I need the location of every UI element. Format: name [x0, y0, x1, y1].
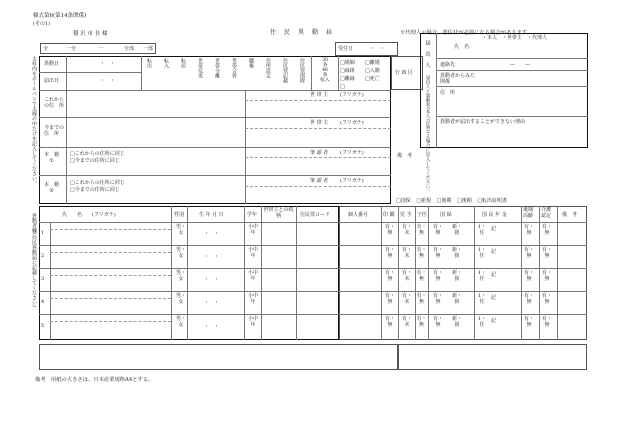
- mark-label-2: 筆 頭 者: [310, 178, 329, 184]
- row-jite[interactable]: 有・未: [401, 293, 412, 305]
- row-kaigo[interactable]: 有・無: [541, 247, 552, 259]
- row-kokuho[interactable]: 有・無: [432, 270, 443, 282]
- row-koi[interactable]: 有・無: [416, 316, 427, 328]
- row-number: 1: [41, 230, 45, 236]
- row-sex[interactable]: 男・女: [175, 247, 186, 259]
- table-row[interactable]: [39, 222, 587, 245]
- row-nenkin[interactable]: 1・任: [477, 224, 487, 236]
- row-number: 4: [41, 299, 45, 305]
- notifier-reason-label: 異動者が届出することができない理由: [440, 119, 526, 125]
- row-number: 2: [41, 253, 45, 259]
- kind-label-5: 一部: [143, 46, 154, 52]
- move-date-label: 異動日: [44, 61, 60, 67]
- person-table-side-note: 異動者欄(住民異動届に記載してください): [31, 213, 37, 307]
- head-label-new: 世 帯 主: [310, 92, 329, 98]
- col-header-dob: 生 年 月 日: [199, 212, 224, 218]
- row-kokuho-type[interactable]: 新・扱: [451, 224, 462, 236]
- notify-date-value[interactable]: ・ ・: [100, 78, 116, 84]
- change-type-tenkyo[interactable]: 転居: [180, 58, 186, 68]
- check-konin[interactable]: □婚姻: [340, 60, 355, 66]
- row-grade[interactable]: 小中年: [247, 247, 258, 259]
- row-sex[interactable]: 男・女: [175, 316, 186, 328]
- old-address-label: 今までの住 所: [44, 125, 65, 137]
- row-nenkin-ki: 記: [491, 249, 497, 255]
- bottom-memo-box-right[interactable]: [398, 344, 587, 370]
- row-koi[interactable]: 有・無: [416, 270, 427, 282]
- row-grade[interactable]: 小中年: [247, 270, 258, 282]
- furigana-new: (フリガナ): [340, 92, 364, 98]
- checkbox-koki-2[interactable]: □後期: [456, 198, 472, 204]
- bottom-checkbox-row[interactable]: [396, 197, 507, 204]
- change-type-shokken[interactable]: 職権: [248, 58, 254, 68]
- change-type-tenshutsu[interactable]: 転出: [146, 58, 152, 68]
- row-koki[interactable]: 有・無: [523, 270, 534, 282]
- form-title: 住 民 異 動 届: [270, 29, 334, 36]
- honseki2-opt-old[interactable]: □今までの住所に同じ: [70, 187, 120, 193]
- col-header-kaigo: 介護認定: [541, 207, 552, 219]
- honseki1-opt-new[interactable]: □これからの住所に同じ: [70, 151, 125, 157]
- row-grade[interactable]: 小中年: [247, 316, 258, 328]
- table-row[interactable]: [39, 245, 587, 268]
- check-rikon[interactable]: □離婚: [365, 60, 380, 66]
- furigana-mark-1: (フリガナ): [340, 150, 364, 156]
- col-header-koi: 子医: [417, 212, 428, 218]
- row-koi[interactable]: 有・無: [416, 247, 427, 259]
- table-row[interactable]: [39, 314, 587, 340]
- col-header-name: 氏 名 (フリガナ): [62, 212, 116, 218]
- row-seal[interactable]: 有・無: [384, 270, 395, 282]
- row-jite[interactable]: 有・未: [401, 316, 412, 328]
- notifier-right-note: 届出人と異動者(本人)が異なる場合に記入してください。: [425, 75, 430, 194]
- check-nyuseki[interactable]: □入籍: [365, 68, 380, 74]
- checkbox-tenshutsu-shomei[interactable]: □転出証明書: [477, 198, 508, 204]
- row-kaigo[interactable]: 有・無: [541, 316, 552, 328]
- change-type-jusho-settei[interactable]: 住所設定: [265, 58, 271, 78]
- notifier-relation[interactable]: ・本人 ・世帯主 ・代理人: [482, 35, 548, 41]
- check-shibo[interactable]: □死亡: [365, 76, 380, 82]
- row-jite[interactable]: 有・未: [401, 247, 412, 259]
- row-kokuho[interactable]: 有・無: [432, 247, 443, 259]
- remarks-label: 備 考: [397, 153, 413, 159]
- check-rien[interactable]: □離縁: [340, 76, 355, 82]
- row-nenkin-ki: 記: [491, 226, 497, 232]
- row-kokuho-type[interactable]: 新・扱: [451, 316, 462, 328]
- change-type-tennyu[interactable]: 転入: [163, 58, 169, 68]
- kind-label-3: 一: [98, 46, 104, 52]
- row-koki[interactable]: 有・無: [523, 293, 534, 305]
- checkbox-koki-1[interactable]: □後期: [436, 198, 452, 204]
- honseki1-opt-old[interactable]: □今までの住所に同じ: [70, 158, 120, 164]
- row-dob[interactable]: ・ ・: [204, 300, 220, 306]
- addressee: 稲 沢 市 長 様: [73, 31, 108, 37]
- move-date-value[interactable]: ・ ・: [100, 61, 116, 67]
- row-koki[interactable]: 有・無: [523, 316, 534, 328]
- row-jite[interactable]: 有・未: [401, 270, 412, 282]
- row-koi[interactable]: 有・無: [416, 224, 427, 236]
- row-seal[interactable]: 有・無: [384, 224, 395, 236]
- col-header-jite: 児 手: [400, 212, 412, 218]
- article-column: 30 条 46 条 転入: [320, 58, 330, 83]
- footer-note: 備考 用紙の大きさは、日本産業規格A4とする。: [35, 377, 154, 383]
- change-type-setai-bunri[interactable]: 世帯分離: [214, 58, 220, 78]
- change-type-columns[interactable]: [146, 58, 311, 88]
- row-nenkin-ki: 記: [491, 272, 497, 278]
- new-address-label: これからの住 所: [44, 97, 65, 109]
- row-dob[interactable]: ・ ・: [204, 277, 220, 283]
- row-grade[interactable]: 小中年: [247, 293, 258, 305]
- honseki-1-label: 本 籍 ①: [44, 152, 60, 164]
- row-jite[interactable]: 有・未: [401, 224, 412, 236]
- mark-label-1: 筆 頭 者: [310, 150, 329, 156]
- row-nenkin-ki: 記: [491, 318, 497, 324]
- form-number: 様式第6(第14条関係): [33, 13, 87, 19]
- notifier-contact-label: 連絡先: [440, 62, 456, 68]
- row-kokuho[interactable]: 有・無: [432, 293, 443, 305]
- notifier-name-label: 氏 名: [454, 44, 470, 50]
- col-header-remarks: 備 考: [562, 212, 578, 218]
- kind-label-2: 一全: [66, 46, 77, 52]
- row-kokuho[interactable]: 有・無: [432, 224, 443, 236]
- notifier-other-label: 異動者からみた関係: [440, 73, 476, 85]
- honseki-2-label: 本 籍 ②: [44, 182, 60, 194]
- col-header-grade: 学年: [247, 212, 258, 218]
- row-koki[interactable]: 有・無: [523, 247, 534, 259]
- row-kokuho-type[interactable]: 新・扱: [451, 247, 462, 259]
- proxy-note: ※代理人の場合、委任状が必要になる場合があります。: [400, 30, 532, 36]
- row-grade[interactable]: 小中年: [247, 224, 258, 236]
- kind-label-4: 全部: [124, 46, 135, 52]
- bottom-memo-box-left[interactable]: [39, 344, 398, 370]
- col-header-nenkin: 国 民 年 金: [482, 212, 507, 218]
- checkbox-shinki[interactable]: □新規: [416, 198, 432, 204]
- row-number: 5: [41, 323, 45, 329]
- col-header-code: 住民票コード: [300, 212, 331, 218]
- row-dob[interactable]: ・ ・: [204, 231, 220, 237]
- row-sex[interactable]: 男・女: [175, 270, 186, 282]
- row-seal[interactable]: 有・無: [384, 293, 395, 305]
- row-kaigo[interactable]: 有・無: [541, 270, 552, 282]
- admin-label: 行 政 区: [395, 70, 414, 76]
- col-header-sex: 性別: [174, 212, 185, 218]
- col-header-kokuho: 国 保: [440, 212, 452, 218]
- notifier-side-label: 届 出 人: [424, 40, 430, 68]
- row-nenkin[interactable]: 1・任: [477, 270, 487, 282]
- check-engumi[interactable]: □縁組: [340, 68, 355, 74]
- row-nenkin[interactable]: 1・任: [477, 293, 487, 305]
- row-kokuho-type[interactable]: 新・扱: [451, 270, 462, 282]
- row-kokuho[interactable]: 有・無: [432, 316, 443, 328]
- col-header-relation: 世帯主との続柄: [263, 207, 294, 219]
- reception-label: 受付日: [338, 46, 354, 52]
- furigana-old: (フリガナ): [340, 120, 364, 126]
- notify-date-label: 届出日: [44, 78, 60, 84]
- reception-date[interactable]: ・ ・: [370, 46, 386, 52]
- furigana-mark-2: (フリガナ): [340, 178, 364, 184]
- honseki2-opt-new[interactable]: □これからの住所に同じ: [70, 180, 125, 186]
- row-nenkin[interactable]: 1・任: [477, 247, 487, 259]
- form-sub-number: (その1): [33, 21, 51, 27]
- notifier-contact-value[interactable]: ― ―: [510, 62, 531, 68]
- left-instruction-note: 太枠内をボールペンで太線の中だけを記入してください。: [31, 56, 37, 186]
- row-koki[interactable]: 有・無: [523, 224, 534, 236]
- row-kokuho-type[interactable]: 新・扱: [451, 293, 462, 305]
- row-seal[interactable]: 有・無: [384, 316, 395, 328]
- notifier-address-label: 住 所: [440, 90, 456, 96]
- col-header-koki: 後期高齢: [523, 207, 534, 219]
- row-nenkin-ki: 記: [491, 295, 497, 301]
- check-other[interactable]: □: [340, 84, 345, 90]
- table-row[interactable]: [39, 268, 587, 291]
- row-dob[interactable]: ・ ・: [204, 324, 220, 330]
- change-type-setai-gappei[interactable]: 世帯合併: [231, 58, 237, 78]
- table-row[interactable]: [39, 291, 587, 314]
- row-sex[interactable]: 男・女: [175, 224, 186, 236]
- change-type-kisai[interactable]: 住民票記載: [282, 58, 288, 83]
- row-koi[interactable]: 有・無: [416, 293, 427, 305]
- row-sex[interactable]: 男・女: [175, 293, 186, 305]
- col-header-mynumber: 個人番号: [348, 212, 369, 218]
- change-type-setai-henko[interactable]: 世帯変更: [197, 58, 203, 78]
- row-kaigo[interactable]: 有・無: [541, 293, 552, 305]
- row-nenkin[interactable]: 1・任: [477, 316, 487, 328]
- kind-label-1: 全: [43, 46, 49, 52]
- row-number: 3: [41, 276, 45, 282]
- col-header-seal: 印 鑑: [383, 212, 395, 218]
- checkbox-kokuho[interactable]: □国保: [396, 198, 411, 204]
- row-dob[interactable]: ・ ・: [204, 254, 220, 260]
- row-kaigo[interactable]: 有・無: [541, 224, 552, 236]
- row-seal[interactable]: 有・無: [384, 247, 395, 259]
- change-type-sakujo[interactable]: 住民票削除: [299, 58, 305, 83]
- head-label-old: 世 帯 主: [310, 120, 329, 126]
